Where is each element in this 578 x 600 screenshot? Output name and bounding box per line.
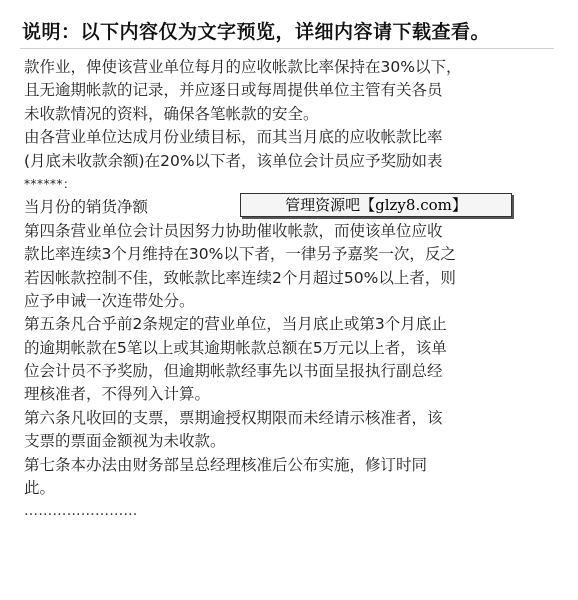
text-line: 第四条营业单位会计员因努力协助催收帐款，而使该单位应收 — [24, 221, 443, 240]
text-line-stars: ******： — [24, 176, 76, 191]
text-line: 第五条凡合乎前2条规定的营业单位，当月底止或第3个月底止 — [24, 315, 447, 334]
text-line: 的逾期帐款在5笔以上或其逾期帐款总额在5万元以上者，该单 — [24, 338, 447, 357]
text-line: 应予申诫一次连带处分。 — [24, 291, 195, 310]
site-banner[interactable]: 管理资源吧【glzy8.com】 — [240, 193, 512, 217]
text-line: 支票的票面金额视为未收款。 — [24, 432, 226, 451]
text-line: 且无逾期帐款的记录，并应逐日或每周提供单位主管有关各员 — [24, 81, 443, 100]
preview-notice: 说明：以下内容仅为文字预览，详细内容请下载查看。 — [22, 21, 491, 43]
text-line: 此。 — [24, 479, 56, 498]
sales-label: 当月份的销货净额 — [24, 198, 149, 217]
text-line: 未收款情况的资料，确保各笔帐款的安全。 — [24, 104, 319, 123]
text-line: 第六条凡收回的支票，票期逾授权期限而未经请示核准者，该 — [24, 408, 443, 427]
text-line: 第七条本办法由财务部呈总经理核准后公布实施，修订时同 — [24, 455, 428, 474]
ellipsis-line: …………………… — [24, 503, 138, 520]
text-line: 若因帐款控制不佳，致帐款比率连续2个月超过50%以上者，则 — [24, 268, 456, 287]
text-line: 由各营业单位达成月份业绩目标，而其当月底的应收帐款比率 — [24, 128, 443, 147]
text-line: 理核准者，不得列入计算。 — [24, 385, 211, 404]
header-divider — [20, 48, 554, 49]
document-body — [24, 56, 556, 524]
text-line: 款比率连续3个月维持在30%以下者，一律另予嘉奖一次，反之 — [24, 245, 456, 264]
banner-row — [24, 196, 556, 219]
text-line: (月底未收款余额)在20%以下者，该单位会计员应予奖励如表 — [24, 151, 443, 170]
text-line: 款作业，俾使该营业单位每月的应收帐款比率保持在30%以下， — [24, 58, 462, 76]
text-line: 位会计员不予奖励，但逾期帐款经事先以书面呈报执行副总经 — [24, 362, 443, 381]
